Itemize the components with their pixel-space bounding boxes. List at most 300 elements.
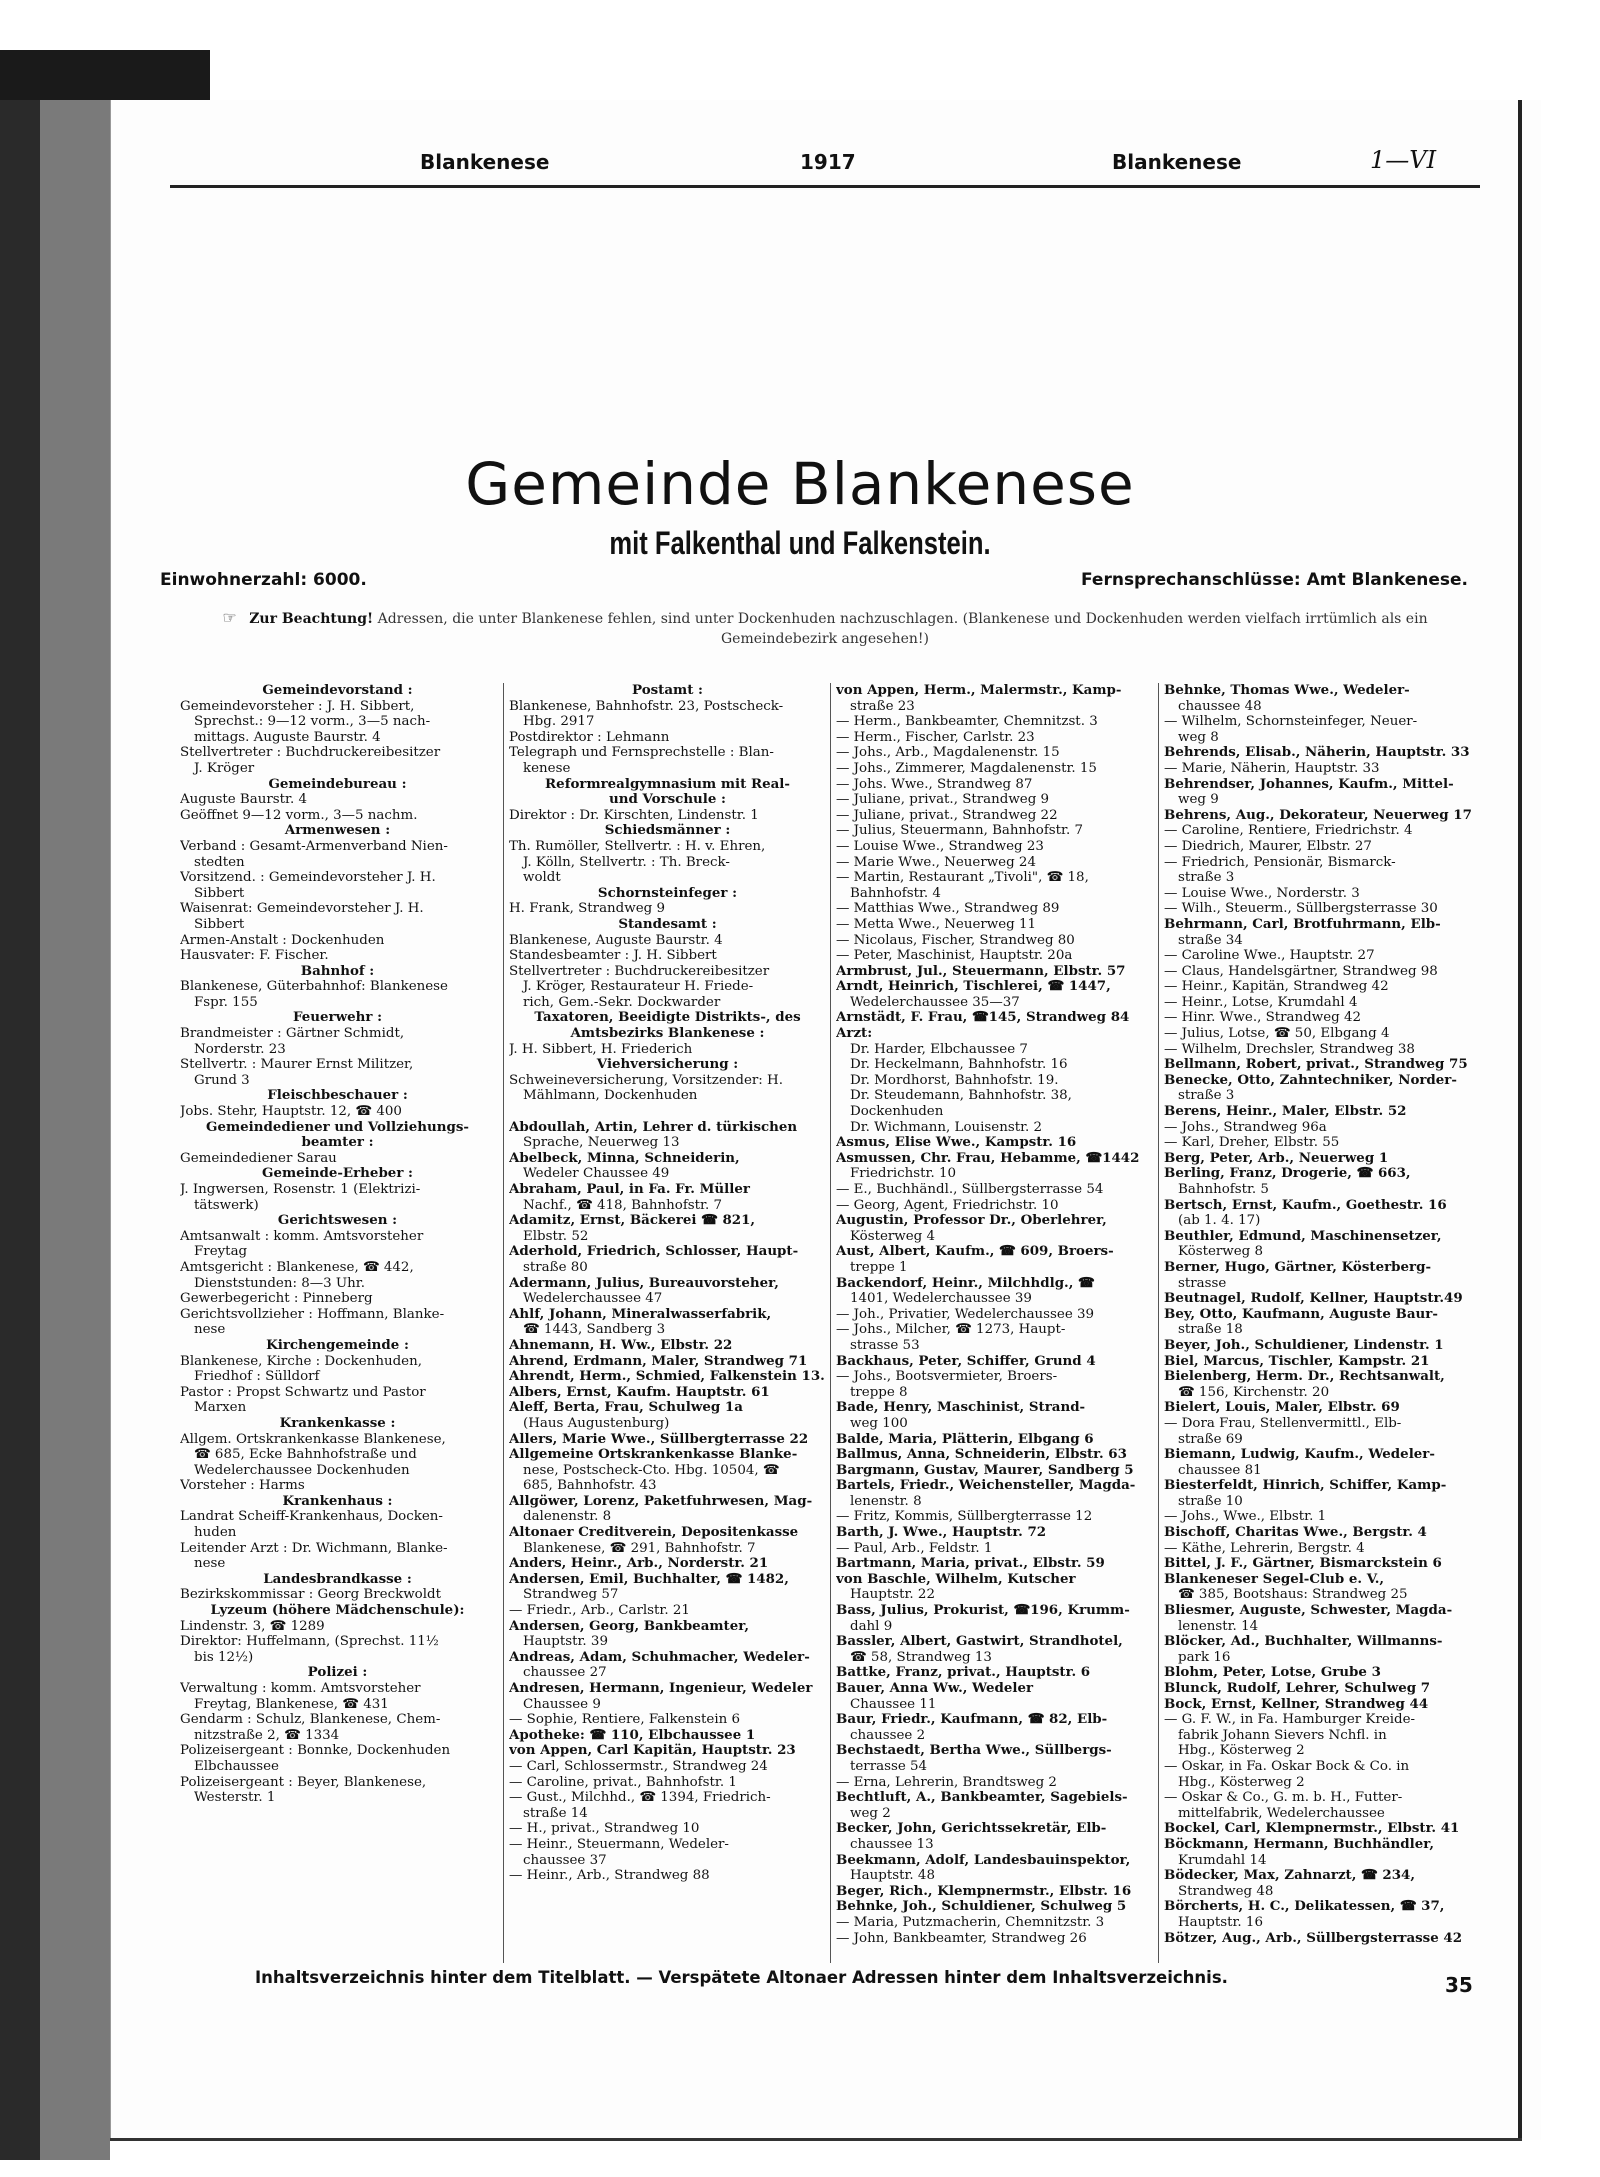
directory-entry: Bliesmer, Auguste, Schwester, Magda- bbox=[1164, 1603, 1453, 1619]
directory-line: — Wilhelm, Drechsler, Strandweg 38 bbox=[1164, 1041, 1415, 1057]
directory-line: — Martin, Restaurant „Tivoli", ☎ 18, bbox=[836, 870, 1089, 886]
directory-line: — Heinr., Lotse, Krumdahl 4 bbox=[1164, 994, 1358, 1010]
column-2 bbox=[503, 683, 830, 1963]
directory-line: — Herm., Bankbeamter, Chemnitzst. 3 bbox=[836, 714, 1098, 730]
entry-continuation: J. Kröger, Restaurateur H. Friede- bbox=[523, 979, 754, 995]
entry-continuation: ☎ 685, Ecke Bahnhofstraße und bbox=[194, 1447, 417, 1463]
section-heading: Viehversicherung : bbox=[596, 1057, 739, 1073]
directory-line: — Heinr., Steuermann, Wedeler- bbox=[509, 1836, 729, 1852]
directory-entry: Blunck, Rudolf, Lehrer, Schulweg 7 bbox=[1164, 1681, 1431, 1696]
directory-line: Blankenese, Auguste Baurstr. 4 bbox=[509, 932, 723, 948]
entry-continuation: chaussee 37 bbox=[523, 1852, 607, 1868]
directory-line: J. H. Sibbert, H. Friederich bbox=[509, 1041, 693, 1057]
directory-line: Geöffnet 9—12 vorm., 3—5 nachm. bbox=[180, 807, 418, 823]
entry-continuation: Nachf., ☎ 418, Bahnhofstr. 7 bbox=[523, 1197, 723, 1213]
footer-note: Inhaltsverzeichnis hinter dem Titelblatt. — Verspätete Altonaer Adressen hinter dem Inhaltsverzeichnis. bbox=[255, 1968, 1228, 1987]
entry-continuation: bis 12½) bbox=[194, 1649, 254, 1665]
directory-line: J. Ingwersen, Rosenstr. 1 (Elektrizi- bbox=[180, 1182, 421, 1197]
entry-continuation: Hauptstr. 39 bbox=[523, 1634, 608, 1650]
entry-continuation: ☎ 1443, Sandberg 3 bbox=[523, 1322, 666, 1338]
directory-entry: Biesterfeldt, Hinrich, Schiffer, Kamp- bbox=[1164, 1478, 1447, 1494]
entry-continuation: park 16 bbox=[1178, 1649, 1231, 1665]
entry-continuation: Dr. Wichmann, Louisenstr. 2 bbox=[850, 1119, 1043, 1135]
directory-entry: Bartels, Friedr., Weichensteller, Magda- bbox=[836, 1478, 1136, 1494]
directory-line: Gerichtsvollzieher : Hoffmann, Blanke- bbox=[180, 1306, 445, 1322]
directory-line: — Juliane, privat., Strandweg 22 bbox=[836, 807, 1058, 823]
section-heading: Reformrealgymnasium mit Real- bbox=[545, 776, 790, 792]
section-heading: beamter : bbox=[301, 1135, 374, 1151]
directory-line: Landrat Scheiff-Krankenhaus, Docken- bbox=[180, 1509, 443, 1525]
entry-continuation: fabrik Johann Sievers Nchfl. in bbox=[1178, 1727, 1387, 1743]
entry-continuation: kenese bbox=[523, 760, 571, 776]
directory-line: — E., Buchhändl., Süllbergsterrasse 54 bbox=[836, 1182, 1104, 1197]
entry-continuation: Wedelerchaussee Dockenhuden bbox=[194, 1462, 410, 1478]
entry-continuation: lenenstr. 8 bbox=[850, 1493, 922, 1509]
directory-entry: Beger, Rich., Klempnermstr., Elbstr. 16 bbox=[836, 1883, 1132, 1899]
entry-continuation: straße 3 bbox=[1178, 1088, 1235, 1104]
page-frame-bottom bbox=[110, 2138, 1522, 2141]
entry-continuation: straße 3 bbox=[1178, 870, 1235, 886]
directory-line: — Juliane, privat., Strandweg 9 bbox=[836, 792, 1050, 808]
directory-entry: Bock, Ernst, Kellner, Strandweg 44 bbox=[1164, 1696, 1429, 1712]
entry-continuation: dahl 9 bbox=[850, 1618, 893, 1634]
directory-entry: Beyer, Joh., Schuldiener, Lindenstr. 1 bbox=[1164, 1337, 1444, 1353]
directory-line: — Johs., Arb., Magdalenenstr. 15 bbox=[836, 745, 1060, 761]
directory-entry: Allers, Marie Wwe., Süllbergterrasse 22 bbox=[509, 1431, 809, 1447]
directory-line: — Julius, Steuermann, Bahnhofstr. 7 bbox=[836, 823, 1084, 839]
directory-entry: Behrendser, Johannes, Kaufm., Mittel- bbox=[1164, 776, 1454, 792]
entry-continuation: chaussee 81 bbox=[1178, 1462, 1262, 1478]
section-heading: Kirchengemeinde : bbox=[266, 1337, 409, 1353]
entry-continuation: Kösterweg 4 bbox=[850, 1228, 936, 1244]
entry-continuation: Hauptstr. 22 bbox=[850, 1587, 935, 1603]
entry-continuation: tätswerk) bbox=[194, 1197, 259, 1213]
entry-continuation: weg 100 bbox=[850, 1415, 908, 1431]
directory-line: — Johs., Bootsvermieter, Broers- bbox=[836, 1369, 1058, 1385]
directory-line: — Erna, Lehrerin, Brandtsweg 2 bbox=[836, 1774, 1057, 1790]
directory-line: Pastor : Propst Schwartz und Pastor bbox=[180, 1384, 426, 1400]
directory-line: Gewerbegericht : Pinneberg bbox=[180, 1291, 373, 1307]
entry-continuation: strasse 53 bbox=[850, 1337, 920, 1353]
directory-line: Gemeindediener Sarau bbox=[180, 1150, 337, 1166]
column-4 bbox=[1158, 683, 1486, 1963]
entry-continuation: straße 69 bbox=[1178, 1431, 1243, 1447]
section-heading: und Vorschule : bbox=[608, 792, 727, 808]
directory-entry: Aderhold, Friedrich, Schlosser, Haupt- bbox=[509, 1244, 799, 1260]
directory-entry: Behrmann, Carl, Brotfuhrmann, Elb- bbox=[1164, 916, 1441, 932]
section-heading: Schiedsmänner : bbox=[604, 823, 731, 839]
directory-line: — Heinr., Kapitän, Strandweg 42 bbox=[1164, 979, 1389, 995]
entry-continuation: rich, Gem.-Sekr. Dockwarder bbox=[523, 994, 721, 1010]
directory-line: Blankenese, Güterbahnhof: Blankenese bbox=[180, 979, 448, 995]
directory-line: — Julius, Lotse, ☎ 50, Elbgang 4 bbox=[1164, 1026, 1390, 1042]
directory-line: Standesbeamter : J. H. Sibbert bbox=[509, 948, 717, 964]
directory-entry: Biemann, Ludwig, Kaufm., Wedeler- bbox=[1164, 1447, 1435, 1463]
directory-line: Stellvertreter : Buchdruckereibesitzer bbox=[180, 745, 441, 761]
section-heading: Amtsbezirks Blankenese : bbox=[570, 1026, 765, 1042]
directory-entry: Abraham, Paul, in Fa. Fr. Müller bbox=[509, 1182, 750, 1197]
entry-continuation: nese, Postscheck-Cto. Hbg. 10504, ☎ bbox=[523, 1462, 780, 1478]
section-heading: Landesbrandkasse : bbox=[263, 1571, 412, 1587]
directory-entry: Anders, Heinr., Arb., Norderstr. 21 bbox=[509, 1556, 769, 1572]
directory-line: Vorsitzend. : Gemeindevorsteher J. H. bbox=[180, 870, 436, 886]
entry-continuation: weg 8 bbox=[1178, 729, 1219, 745]
directory-line: Amtsgericht : Blankenese, ☎ 442, bbox=[180, 1259, 414, 1275]
directory-line: — Johs., Milcher, ☎ 1273, Haupt- bbox=[836, 1322, 1066, 1338]
directory-line: — Wilh., Steuerm., Süllbergsterrasse 30 bbox=[1164, 901, 1438, 917]
directory-line: — Oskar, in Fa. Oskar Bock & Co. in bbox=[1164, 1758, 1410, 1774]
entry-continuation: Dr. Heckelmann, Bahnhofstr. 16 bbox=[850, 1057, 1068, 1073]
directory-line: — Marie, Näherin, Hauptstr. 33 bbox=[1164, 760, 1380, 776]
directory-entry: Bechtluft, A., Bankbeamter, Sagebiels- bbox=[836, 1790, 1128, 1806]
directory-line: — Wilhelm, Schornsteinfeger, Neuer- bbox=[1164, 714, 1418, 730]
entry-continuation: straße 23 bbox=[850, 698, 915, 714]
section-heading: Fleischbeschauer : bbox=[267, 1088, 408, 1104]
entry-continuation: Dienststunden: 8—3 Uhr. bbox=[194, 1275, 365, 1291]
directory-entry: Bittel, J. F., Gärtner, Bismarckstein 6 bbox=[1164, 1556, 1442, 1572]
scan-corner-shadow bbox=[0, 50, 210, 100]
section-heading: Feuerwehr : bbox=[292, 1010, 383, 1026]
directory-line: — Heinr., Arb., Strandweg 88 bbox=[509, 1868, 710, 1884]
column-3 bbox=[830, 683, 1158, 1963]
directory-entry: Becker, John, Gerichtssekretär, Elb- bbox=[836, 1821, 1107, 1837]
entry-continuation: Krumdahl 14 bbox=[1178, 1852, 1267, 1868]
directory-entry: Bechstaedt, Bertha Wwe., Süllbergs- bbox=[836, 1743, 1112, 1759]
directory-entry: von Appen, Herm., Malermstr., Kamp- bbox=[836, 683, 1122, 698]
directory-line: Amtsanwalt : komm. Amtsvorsteher bbox=[180, 1228, 424, 1244]
directory-entry: Benecke, Otto, Zahntechniker, Norder- bbox=[1164, 1072, 1457, 1088]
section-heading: Schornsteinfeger : bbox=[597, 885, 738, 901]
entry-continuation: Hauptstr. 16 bbox=[1178, 1914, 1263, 1930]
directory-entry: Baur, Friedr., Kaufmann, ☎ 82, Elb- bbox=[836, 1712, 1108, 1728]
directory-entry: Ahnemann, H. Ww., Elbstr. 22 bbox=[509, 1337, 733, 1353]
section-heading: Gemeindediener und Vollziehungs- bbox=[206, 1119, 469, 1135]
entry-continuation: Dr. Steudemann, Bahnhofstr. 38, bbox=[850, 1088, 1072, 1104]
directory-entry: Arnstädt, F. Frau, ☎145, Strandweg 84 bbox=[836, 1010, 1130, 1026]
entry-continuation: J. Kröger bbox=[194, 760, 255, 776]
directory-line: — Diedrich, Maurer, Elbstr. 27 bbox=[1164, 838, 1372, 854]
directory-entry: Biel, Marcus, Tischler, Kampstr. 21 bbox=[1164, 1353, 1430, 1369]
directory-entry: Backendorf, Heinr., Milchhdlg., ☎ bbox=[836, 1275, 1095, 1291]
entry-continuation: mittelfabrik, Wedelerchaussee bbox=[1178, 1805, 1385, 1821]
entry-continuation: ☎ 385, Bootshaus: Strandweg 25 bbox=[1178, 1587, 1408, 1603]
entry-continuation: Freytag bbox=[194, 1244, 248, 1260]
entry-continuation: Hbg., Kösterweg 2 bbox=[1178, 1774, 1305, 1790]
directory-entry: Berens, Heinr., Maler, Elbstr. 52 bbox=[1164, 1104, 1407, 1120]
entry-continuation: Chaussee 9 bbox=[523, 1696, 601, 1712]
directory-entry: Apotheke: ☎ 110, Elbchaussee 1 bbox=[509, 1727, 756, 1743]
directory-line: Direktor : Dr. Kirschten, Lindenstr. 1 bbox=[509, 807, 759, 823]
directory-line: — Friedr., Arb., Carlstr. 21 bbox=[509, 1603, 690, 1619]
notice-text: Adressen, die unter Blankenese fehlen, sind unter Dockenhuden nachzuschlagen. (Blankenese und Dockenhuden werden vielfach irrtümlich als ein Gemeindebezirk angesehen!) bbox=[377, 611, 1428, 647]
directory-entry: von Appen, Carl Kapitän, Hauptstr. 23 bbox=[509, 1743, 796, 1759]
directory-entry: Böckmann, Hermann, Buchhändler, bbox=[1164, 1836, 1434, 1852]
directory-line: — Johs., Wwe., Elbstr. 1 bbox=[1164, 1509, 1327, 1525]
entry-continuation: straße 34 bbox=[1178, 932, 1243, 948]
entry-continuation: nese bbox=[194, 1322, 226, 1338]
directory-entry: Berg, Peter, Arb., Neuerweg 1 bbox=[1164, 1150, 1389, 1166]
directory-line: — Hinr. Wwe., Strandweg 42 bbox=[1164, 1010, 1361, 1026]
entry-continuation: woldt bbox=[523, 870, 561, 886]
directory-line: — Johs. Wwe., Strandweg 87 bbox=[836, 776, 1033, 792]
page-frame-right bbox=[1518, 100, 1522, 2140]
directory-line: — Metta Wwe., Neuerweg 11 bbox=[836, 916, 1037, 932]
directory-entry: Blohm, Peter, Lotse, Grube 3 bbox=[1164, 1665, 1381, 1681]
section-heading: Postamt : bbox=[631, 683, 703, 698]
entry-continuation: Kösterweg 8 bbox=[1178, 1244, 1264, 1260]
column-1 bbox=[180, 683, 499, 1963]
directory-entry: Bargmann, Gustav, Maurer, Sandberg 5 bbox=[836, 1462, 1134, 1478]
entry-continuation: Strandweg 57 bbox=[523, 1587, 619, 1603]
directory-entry: Bartmann, Maria, privat., Elbstr. 59 bbox=[836, 1556, 1105, 1572]
pointing-hand-icon: ☞ bbox=[222, 608, 237, 627]
notice-lead: Zur Beachtung! bbox=[249, 611, 374, 627]
directory-line: Blankenese, Bahnhofstr. 23, Postscheck- bbox=[509, 698, 784, 714]
entry-continuation: chaussee 13 bbox=[850, 1836, 934, 1852]
directory-line: Leitender Arzt : Dr. Wichmann, Blanke- bbox=[180, 1540, 448, 1556]
entry-continuation: Chaussee 11 bbox=[850, 1696, 937, 1712]
directory-line: — Peter, Maschinist, Hauptstr. 20a bbox=[836, 948, 1073, 964]
directory-entry: Aleff, Berta, Frau, Schulweg 1a bbox=[509, 1400, 743, 1416]
entry-continuation: 1401, Wedelerchaussee 39 bbox=[850, 1291, 1032, 1307]
directory-entry: Aust, Albert, Kaufm., ☎ 609, Broers- bbox=[836, 1244, 1114, 1260]
directory-entry: Andersen, Georg, Bankbeamter, bbox=[509, 1618, 749, 1634]
section-heading: Gemeinde-Erheber : bbox=[262, 1166, 413, 1182]
directory-line: Vorsteher : Harms bbox=[180, 1478, 305, 1494]
entry-continuation: lenenstr. 14 bbox=[1178, 1618, 1259, 1634]
entry-continuation: (Haus Augustenburg) bbox=[523, 1415, 670, 1431]
directory-entry: Balde, Maria, Plätterin, Elbgang 6 bbox=[836, 1431, 1094, 1447]
directory-line: Jobs. Stehr, Hauptstr. 12, ☎ 400 bbox=[180, 1104, 402, 1120]
entry-continuation: weg 2 bbox=[850, 1805, 891, 1821]
directory-entry: Barth, J. Wwe., Hauptstr. 72 bbox=[836, 1525, 1047, 1541]
page-subtitle: mit Falkenthal und Falkenstein. bbox=[609, 525, 991, 561]
entry-continuation: Grund 3 bbox=[194, 1072, 250, 1088]
directory-line: — Friedrich, Pensionär, Bismarck- bbox=[1164, 854, 1396, 870]
directory-entry: Bade, Henry, Maschinist, Strand- bbox=[836, 1400, 1086, 1416]
directory-line: Schweineversicherung, Vorsitzender: H. bbox=[509, 1072, 783, 1088]
directory-line: — G. F. W., in Fa. Hamburger Kreide- bbox=[1164, 1712, 1416, 1728]
directory-line: — Caroline, Rentiere, Friedrichstr. 4 bbox=[1164, 823, 1413, 839]
directory-entry: Behnke, Joh., Schuldiener, Schulweg 5 bbox=[836, 1899, 1127, 1915]
directory-entry: Ahrendt, Herm., Schmied, Falkenstein 13. bbox=[509, 1369, 825, 1385]
entry-continuation: chaussee 27 bbox=[523, 1665, 607, 1681]
directory-line: Lindenstr. 3, ☎ 1289 bbox=[180, 1618, 325, 1634]
directory-entry: Armbrust, Jul., Steuermann, Elbstr. 57 bbox=[836, 963, 1126, 979]
page-title: Gemeinde Blankenese bbox=[465, 450, 1135, 518]
directory-line: — Claus, Handelsgärtner, Strandweg 98 bbox=[1164, 963, 1438, 979]
directory-line: Direktor: Huffelmann, (Sprechst. 11½ bbox=[180, 1634, 439, 1650]
directory-entry: Bertsch, Ernst, Kaufm., Goethestr. 16 bbox=[1164, 1197, 1447, 1213]
entry-continuation: straße 80 bbox=[523, 1259, 588, 1275]
directory-line: Armen-Anstalt : Dockenhuden bbox=[180, 932, 385, 948]
entry-continuation: Wedeler Chaussee 49 bbox=[523, 1166, 670, 1182]
directory-line: — Matthias Wwe., Strandweg 89 bbox=[836, 901, 1060, 917]
entry-continuation: dalenenstr. 8 bbox=[523, 1509, 612, 1525]
directory-line: Brandmeister : Gärtner Schmidt, bbox=[180, 1026, 405, 1042]
directory-entry: Behrens, Aug., Dekorateur, Neuerweg 17 bbox=[1164, 807, 1472, 823]
section-heading: Armenwesen : bbox=[284, 823, 391, 839]
entry-continuation: chaussee 2 bbox=[850, 1727, 926, 1743]
directory-entry: Albers, Ernst, Kaufm. Hauptstr. 61 bbox=[509, 1384, 770, 1400]
directory-entry: Arzt: bbox=[836, 1026, 873, 1042]
directory-line: — Caroline Wwe., Hauptstr. 27 bbox=[1164, 948, 1375, 964]
entry-continuation: straße 14 bbox=[523, 1805, 588, 1821]
directory-line: — Gust., Milchhd., ☎ 1394, Friedrich- bbox=[509, 1790, 771, 1806]
entry-continuation: Wedelerchaussee 47 bbox=[523, 1291, 663, 1307]
entry-continuation: (ab 1. 4. 17) bbox=[1178, 1213, 1261, 1229]
entry-continuation: Westerstr. 1 bbox=[194, 1790, 276, 1806]
directory-line: — Dora Frau, Stellenvermittl., Elb- bbox=[1164, 1415, 1402, 1431]
directory-line: — Paul, Arb., Feldstr. 1 bbox=[836, 1540, 993, 1556]
entry-continuation: ☎ 156, Kirchenstr. 20 bbox=[1178, 1384, 1330, 1400]
directory-line: Telegraph und Fernsprechstelle : Blan- bbox=[509, 745, 774, 761]
directory-entry: Andresen, Hermann, Ingenieur, Wedeler bbox=[509, 1681, 813, 1696]
entry-continuation: Fspr. 155 bbox=[194, 994, 258, 1010]
directory-entry: Bey, Otto, Kaufmann, Auguste Baur- bbox=[1164, 1306, 1438, 1322]
header-rule bbox=[170, 185, 1480, 188]
directory-entry: Beuthler, Edmund, Maschinensetzer, bbox=[1164, 1228, 1442, 1244]
directory-line: Allgem. Ortskrankenkasse Blankenese, bbox=[180, 1431, 446, 1447]
directory-entry: Bödecker, Max, Zahnarzt, ☎ 234, bbox=[1164, 1868, 1416, 1884]
directory-entry: Beutnagel, Rudolf, Kellner, Hauptstr.49 bbox=[1164, 1291, 1463, 1307]
directory-line: — John, Bankbeamter, Strandweg 26 bbox=[836, 1930, 1087, 1946]
directory-line: — Marie Wwe., Neuerweg 24 bbox=[836, 854, 1036, 870]
entry-continuation: mittags. Auguste Baurstr. 4 bbox=[194, 729, 381, 745]
directory-entry: Adermann, Julius, Bureauvorsteher, bbox=[509, 1275, 779, 1291]
entry-continuation: Friedrichstr. 10 bbox=[850, 1166, 957, 1182]
scan-binding-shadow bbox=[0, 50, 40, 2160]
directory-entry: Backhaus, Peter, Schiffer, Grund 4 bbox=[836, 1353, 1096, 1369]
directory-line: — Maria, Putzmacherin, Chemnitzstr. 3 bbox=[836, 1914, 1105, 1930]
directory-line: Stellvertr. : Maurer Ernst Militzer, bbox=[180, 1057, 414, 1073]
directory-entry: Ahlf, Johann, Mineralwasserfabrik, bbox=[509, 1306, 772, 1322]
section-heading: Gerichtswesen : bbox=[277, 1213, 398, 1229]
directory-entry: von Baschle, Wilhelm, Kutscher bbox=[836, 1571, 1076, 1587]
directory-line: Verband : Gesamt-Armenverband Nien- bbox=[180, 838, 448, 854]
directory-entry: Ballmus, Anna, Schneiderin, Elbstr. 63 bbox=[836, 1447, 1127, 1463]
directory-entry: Allgöwer, Lorenz, Paketfuhrwesen, Mag- bbox=[509, 1493, 813, 1509]
directory-line: Auguste Baurstr. 4 bbox=[180, 792, 307, 808]
directory-line: Gendarm : Schulz, Blankenese, Chem- bbox=[180, 1712, 441, 1728]
running-header bbox=[420, 146, 1480, 180]
entry-continuation: Dr. Mordhorst, Bahnhofstr. 19. bbox=[850, 1072, 1059, 1088]
entry-continuation: J. Kölln, Stellvertr. : Th. Breck- bbox=[523, 854, 730, 870]
entry-continuation: Elbchaussee bbox=[194, 1758, 279, 1774]
entry-continuation: straße 10 bbox=[1178, 1493, 1243, 1509]
directory-entry: Bötzer, Aug., Arb., Süllbergsterrasse 42 bbox=[1164, 1930, 1463, 1946]
directory-entry: Abelbeck, Minna, Schneiderin, bbox=[509, 1150, 740, 1166]
entry-continuation: Strandweg 48 bbox=[1178, 1883, 1274, 1899]
entry-continuation: Hbg. 2917 bbox=[523, 714, 595, 730]
directory-entry: Bassler, Albert, Gastwirt, Strandhotel, bbox=[836, 1634, 1123, 1650]
directory-entry: Bauer, Anna Ww., Wedeler bbox=[836, 1681, 1034, 1696]
directory-line: — Louise Wwe., Norderstr. 3 bbox=[1164, 885, 1360, 901]
entry-continuation: Sprache, Neuerweg 13 bbox=[523, 1135, 680, 1151]
entry-continuation: Wedelerchaussee 35—37 bbox=[850, 994, 1020, 1010]
directory-entry: Börcherts, H. C., Delikatessen, ☎ 37, bbox=[1164, 1899, 1445, 1915]
directory-line: Waisenrat: Gemeindevorsteher J. H. bbox=[180, 901, 424, 917]
section-heading: Taxatoren, Beeidigte Distrikts-, des bbox=[534, 1010, 801, 1026]
directory-line: — Oskar & Co., G. m. b. H., Futter- bbox=[1164, 1790, 1403, 1806]
directory-line: Hausvater: F. Fischer. bbox=[180, 948, 329, 964]
entry-continuation: terrasse 54 bbox=[850, 1758, 928, 1774]
section-heading: Standesamt : bbox=[618, 916, 717, 932]
entry-continuation: Dockenhuden bbox=[850, 1104, 944, 1120]
entry-continuation: nitzstraße 2, ☎ 1334 bbox=[194, 1727, 340, 1743]
section-heading: Gemeindevorstand : bbox=[262, 683, 413, 698]
directory-columns bbox=[180, 683, 1490, 1963]
entry-continuation: Bahnhofstr. 5 bbox=[1178, 1182, 1269, 1197]
header-section: 1—VI bbox=[1370, 146, 1437, 174]
directory-entry: Bielert, Louis, Maler, Elbstr. 69 bbox=[1164, 1400, 1400, 1416]
section-heading: Polizei : bbox=[307, 1665, 368, 1681]
directory-line: — Fritz, Kommis, Süllbergterrasse 12 bbox=[836, 1509, 1093, 1525]
section-heading: Bahnhof : bbox=[300, 963, 375, 979]
directory-line: — Nicolaus, Fischer, Strandweg 80 bbox=[836, 932, 1075, 948]
directory-line: Polizeisergeant : Beyer, Blankenese, bbox=[180, 1774, 427, 1790]
directory-entry: Bielenberg, Herm. Dr., Rechtsanwalt, bbox=[1164, 1369, 1445, 1385]
entry-continuation: Sibbert bbox=[194, 885, 245, 901]
directory-entry: Behnke, Thomas Wwe., Wedeler- bbox=[1164, 683, 1410, 698]
entry-continuation: strasse bbox=[1178, 1275, 1227, 1291]
entry-continuation: ☎ 58, Strandweg 13 bbox=[850, 1649, 992, 1665]
directory-entry: Asmussen, Chr. Frau, Hebamme, ☎1442 bbox=[836, 1150, 1140, 1166]
directory-line: Bezirkskommissar : Georg Breckwoldt bbox=[180, 1587, 441, 1603]
entry-continuation: chaussee 48 bbox=[1178, 698, 1262, 714]
entry-continuation: Hbg., Kösterweg 2 bbox=[1178, 1743, 1305, 1759]
entry-continuation: Elbstr. 52 bbox=[523, 1228, 589, 1244]
directory-line: — Johs., Strandweg 96a bbox=[1164, 1119, 1327, 1135]
directory-entry: Behrends, Elisab., Näherin, Hauptstr. 33 bbox=[1164, 745, 1470, 761]
entry-continuation: treppe 8 bbox=[850, 1384, 908, 1400]
entry-continuation: Blankenese, ☎ 291, Bahnhofstr. 7 bbox=[523, 1540, 756, 1556]
entry-continuation: Freytag, Blankenese, ☎ 431 bbox=[194, 1696, 389, 1712]
directory-line: — Herm., Fischer, Carlstr. 23 bbox=[836, 729, 1035, 745]
directory-entry: Blankeneser Segel-Club e. V., bbox=[1164, 1571, 1385, 1587]
header-right: Blankenese bbox=[1112, 150, 1242, 174]
directory-line: — Louise Wwe., Strandweg 23 bbox=[836, 838, 1044, 854]
entry-continuation: 685, Bahnhofstr. 43 bbox=[523, 1478, 657, 1494]
directory-line: Polizeisergeant : Bonnke, Dockenhuden bbox=[180, 1743, 451, 1759]
notice bbox=[175, 608, 1475, 649]
entry-continuation: Hauptstr. 48 bbox=[850, 1868, 935, 1884]
entry-continuation: Sibbert bbox=[194, 916, 245, 932]
entry-continuation: Friedhof : Sülldorf bbox=[194, 1369, 320, 1385]
directory-line: — Carl, Schlossermstr., Strandweg 24 bbox=[509, 1758, 768, 1774]
directory-line: — Johs., Zimmerer, Magdalenenstr. 15 bbox=[836, 760, 1097, 776]
directory-entry: Altonaer Creditverein, Depositenkasse bbox=[509, 1525, 799, 1541]
entry-continuation: weg 9 bbox=[1178, 792, 1219, 808]
directory-entry: Andersen, Emil, Buchhalter, ☎ 1482, bbox=[509, 1571, 789, 1587]
directory-entry: Beekmann, Adolf, Landesbauinspektor, bbox=[836, 1852, 1131, 1868]
entry-continuation: treppe 1 bbox=[850, 1259, 908, 1275]
section-heading: Gemeindebureau : bbox=[268, 776, 407, 792]
directory-line: — Georg, Agent, Friedrichstr. 10 bbox=[836, 1197, 1059, 1213]
directory-line: Blankenese, Kirche : Dockenhuden, bbox=[180, 1353, 422, 1369]
entry-continuation: huden bbox=[194, 1525, 237, 1541]
entry-continuation: straße 18 bbox=[1178, 1322, 1243, 1338]
directory-entry: Asmus, Elise Wwe., Kampstr. 16 bbox=[836, 1135, 1077, 1151]
directory-line: — Sophie, Rentiere, Falkenstein 6 bbox=[509, 1712, 741, 1728]
header-year: 1917 bbox=[800, 150, 856, 174]
directory-line: Gemeindevorsteher : J. H. Sibbert, bbox=[180, 698, 415, 714]
directory-entry: Bischoff, Charitas Wwe., Bergstr. 4 bbox=[1164, 1525, 1427, 1541]
directory-line: H. Frank, Strandweg 9 bbox=[509, 901, 665, 917]
entry-continuation: Marxen bbox=[194, 1400, 247, 1416]
section-heading: Krankenhaus : bbox=[282, 1493, 393, 1509]
entry-continuation: Norderstr. 23 bbox=[194, 1041, 286, 1057]
